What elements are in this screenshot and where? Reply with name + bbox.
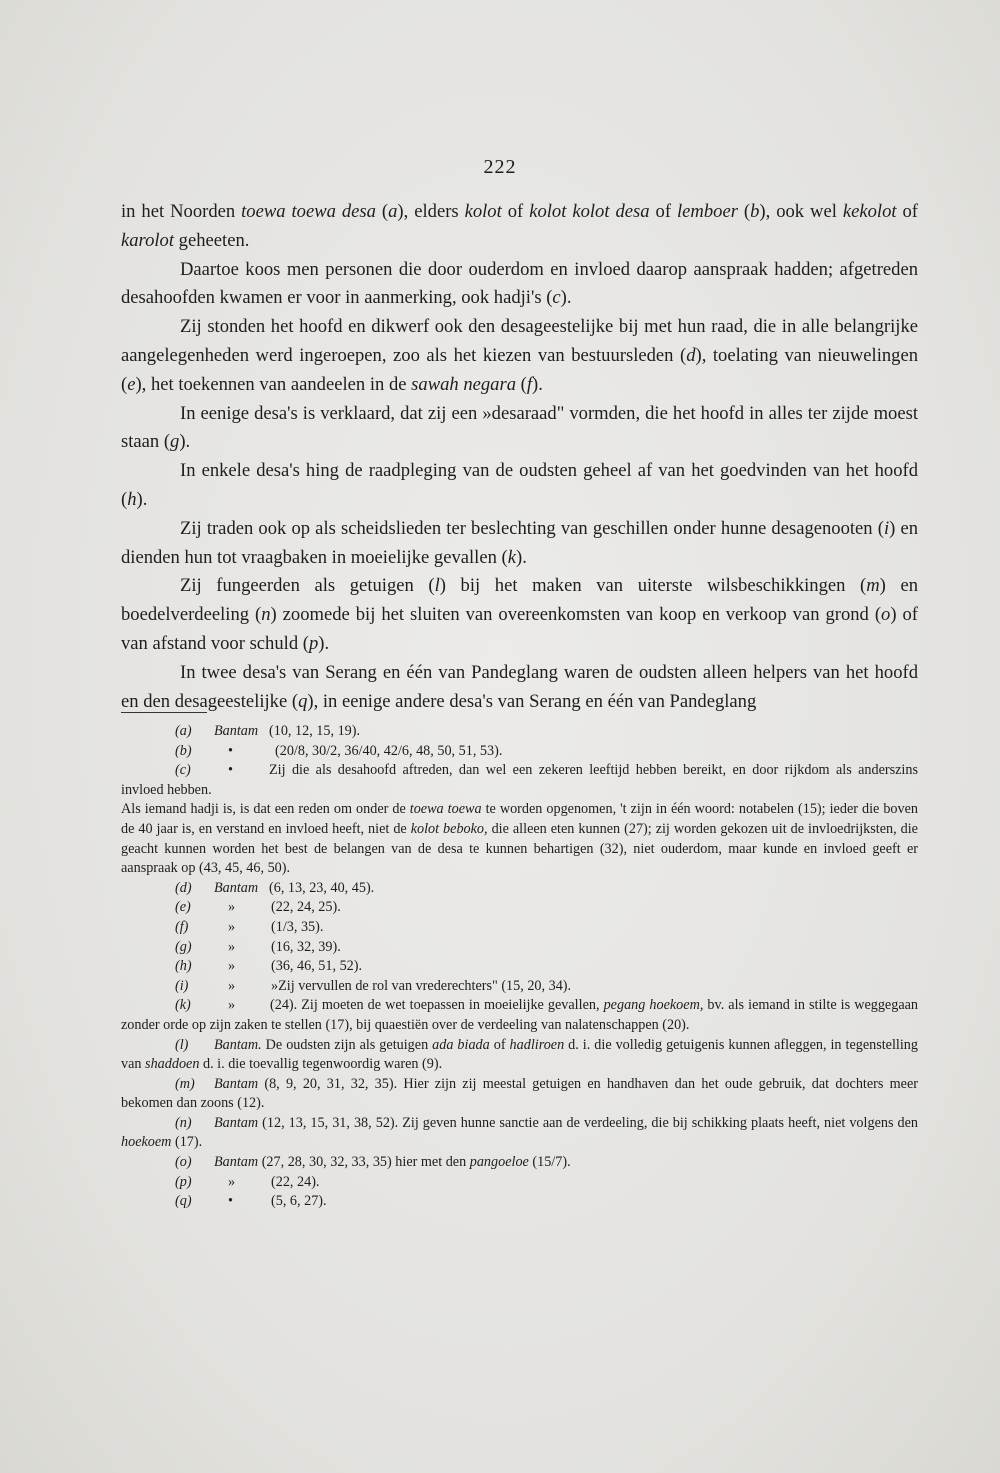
- footnote-source: Bantam.: [214, 1036, 262, 1053]
- footnote-ref: q: [298, 690, 308, 712]
- footnote-source: Bantam: [214, 1154, 259, 1171]
- text-run: ), in eenige andere desa's van Serang en één van Pandeglang: [307, 690, 757, 712]
- ditto-mark: »: [228, 958, 236, 975]
- text-run: ).: [532, 373, 543, 395]
- footnote-label: (l): [175, 1036, 189, 1053]
- footnote-label: (n): [175, 1114, 192, 1131]
- ditto-mark: »: [228, 899, 236, 916]
- footnote-f: [121, 918, 918, 938]
- text-run: ).: [516, 546, 527, 568]
- paragraph-5: [121, 457, 918, 515]
- footnote-d: [121, 879, 918, 899]
- footnote-o: [121, 1153, 918, 1173]
- main-text: [121, 198, 918, 716]
- footnotes: [121, 722, 918, 1212]
- text-run: (: [375, 201, 389, 222]
- text-run: ).: [136, 488, 148, 510]
- footnote-text: (1/3, 35).: [271, 918, 324, 935]
- footnote-label: (c): [175, 762, 191, 779]
- text-run: ) en boedelverdeeling (: [121, 575, 918, 626]
- paragraph-8: [121, 659, 918, 717]
- text-run: d. i. die volledig getuigenis kunnen afleggen, in tegenstelling van: [121, 1036, 918, 1073]
- footnote-label: (k): [175, 997, 191, 1014]
- footnote-label: (b): [175, 742, 192, 759]
- text-run: te worden opgenomen, 't zijn in één woord: notabelen (15); ieder die boven de 40 jaar is, en verstand en invloed heeft, niet de: [121, 801, 918, 837]
- italic-term: hadliroen: [509, 1036, 565, 1053]
- text-run: bv. als iemand in stilte is weggegaan zonder orde op zijn zaken te stellen (17), bij quaestiën over de verdeeling van nalatenschappen (20).: [121, 997, 919, 1033]
- footnote-g: [121, 938, 918, 958]
- footnote-ref: c: [552, 287, 561, 309]
- text-run: in het Noorden: [121, 201, 242, 222]
- ditto-mark: •: [228, 1193, 233, 1210]
- footnote-label: (h): [175, 958, 192, 975]
- footnote-ref: b: [750, 201, 760, 222]
- footnote-k: [121, 996, 918, 1035]
- text-run: of: [649, 201, 677, 222]
- footnote-text: (16, 32, 39).: [271, 938, 341, 955]
- text-run: ) of van afstand voor schuld (: [121, 604, 918, 654]
- footnote-q: [121, 1192, 918, 1212]
- text-run: (17).: [171, 1134, 203, 1151]
- text-run: (: [516, 373, 527, 395]
- footnote-a: [121, 722, 918, 742]
- paragraph-4: [121, 400, 918, 458]
- paragraph-2: [121, 256, 918, 314]
- footnote-text: Zij die als desahoofd aftreden, dan wel een zekeren leeftijd hebben bereikt, en door rijkdom als anderszins invloed hebben.: [121, 762, 918, 798]
- text-run: of: [896, 201, 918, 222]
- italic-term: sawah negara: [411, 373, 517, 395]
- footnote-label: (m): [175, 1075, 195, 1092]
- footnote-ref: k: [507, 546, 516, 568]
- text-run: (: [737, 201, 751, 222]
- footnote-b: [121, 742, 918, 762]
- footnote-n: [121, 1114, 918, 1153]
- text-run: ).: [560, 287, 572, 309]
- footnote-source: Bantam: [214, 1114, 259, 1131]
- italic-term: toewa toewa: [409, 801, 482, 818]
- italic-term: pegang hoekoem,: [603, 997, 704, 1014]
- italic-term: kolot kolot desa: [529, 201, 650, 222]
- text-run: In enkele desa's hing de raadpleging van de oudsten geheel af van het goedvinden van het hoofd (: [121, 460, 918, 510]
- ditto-mark: »: [228, 918, 236, 935]
- footnote-ref: f: [526, 373, 533, 395]
- italic-term: shaddoen: [145, 1056, 200, 1073]
- italic-term: pangoeloe: [469, 1154, 529, 1171]
- footnote-ref: m: [866, 575, 880, 597]
- text-run: die alleen eten kunnen (27); zij worden gekozen uit de invloedrijksten, die geacht kunnen worden het best de belangen van de desa te kunnen behartigen (32), niet ouderdom, maar kunde en invloed geeft er aanspraak op (43, 45, 46, 50).: [121, 820, 918, 877]
- footnote-label: (a): [175, 723, 192, 739]
- footnote-text: (36, 46, 51, 52).: [271, 958, 363, 975]
- ditto-mark: »: [228, 938, 236, 955]
- footnote-label: (o): [175, 1154, 192, 1171]
- text-run: De oudsten zijn als getuigen: [261, 1036, 433, 1053]
- text-run: (27, 28, 30, 32, 33, 35) hier met den: [258, 1154, 470, 1171]
- text-run: geheeten.: [174, 229, 250, 251]
- footnote-ref: p: [308, 632, 319, 654]
- page-number: 222: [483, 156, 517, 178]
- italic-term: hoekoem: [121, 1134, 172, 1151]
- footnote-i: [121, 977, 918, 997]
- footnote-text: (20/8, 30/2, 36/40, 42/6, 48, 50, 51, 53).: [275, 742, 503, 759]
- footnote-label: (p): [175, 1173, 192, 1190]
- text-run: ).: [179, 431, 191, 453]
- footnote-label: (e): [175, 899, 191, 916]
- text-run: Zij stonden het hoofd en dikwerf ook den desageestelijke bij met hun raad, die in alle belangrijke aangelegenheden werd ingeroepen, zoo als het kiezen van bestuursleden (: [121, 316, 918, 366]
- footnote-label: (q): [175, 1193, 192, 1210]
- footnote-ref: g: [170, 431, 180, 453]
- ditto-mark: »: [228, 997, 236, 1014]
- footnote-text: (10, 12, 15, 19).: [269, 723, 361, 739]
- paragraph-1: [121, 198, 918, 256]
- footnote-label: (g): [175, 938, 192, 955]
- italic-term: toewa toewa desa: [241, 201, 376, 222]
- text-run: In eenige desa's is verklaard, dat zij een »desaraad" vormden, die het hoofd in alles ter zijde moest staan (: [121, 402, 918, 453]
- footnote-l: [121, 1036, 918, 1075]
- text-run: (12, 13, 15, 31, 38, 52). Zij geven hunne sanctie aan de verdeeling, die bij schikking plaats heeft, niet volgens den: [258, 1114, 918, 1131]
- italic-term: kolot beboko,: [410, 820, 488, 837]
- footnote-ref: i: [883, 517, 890, 539]
- italic-term: karolot: [121, 229, 175, 251]
- footnote-source: Bantam: [214, 1075, 259, 1092]
- footnote-ref: n: [261, 604, 271, 626]
- text-run: of: [501, 201, 530, 222]
- footnote-ref: a: [388, 201, 398, 222]
- footnote-label: (d): [175, 879, 192, 896]
- paragraph-7: [121, 572, 918, 658]
- footnote-text: »Zij vervullen de rol van vrederechters" (15, 20, 34).: [271, 977, 572, 994]
- text-run: ), elders: [397, 201, 465, 222]
- ditto-mark: »: [228, 1173, 236, 1190]
- footnote-c-continued: [121, 800, 918, 878]
- text-run: ).: [318, 632, 330, 654]
- footnote-divider: [121, 712, 207, 713]
- text-run: (15/7).: [528, 1154, 571, 1171]
- text-run: (24). Zij moeten de wet toepassen in moeielijke gevallen,: [270, 997, 604, 1014]
- italic-term: lemboer: [677, 201, 738, 222]
- text-run: In twee desa's van Serang en één van Pandeglang waren de oudsten alleen helpers van het hoofd en den desageestelijke (: [121, 661, 918, 712]
- footnote-p: [121, 1173, 918, 1193]
- text-run: ) bij het maken van uiterste wilsbeschikkingen (: [439, 575, 867, 597]
- footnote-label: (i): [175, 977, 189, 994]
- footnote-ref: o: [881, 604, 891, 626]
- footnote-h: [121, 957, 918, 977]
- text-run: of: [489, 1036, 510, 1053]
- footnote-ref: h: [127, 488, 137, 510]
- paragraph-3: [121, 313, 918, 399]
- text-run: Daartoe koos men personen die door ouderdom en invloed daarop aanspraak hadden; afgetreden desahoofden kwamen er voor in aanmerking, ook hadji's (: [121, 258, 918, 309]
- text-run: ), toelating van nieuwelingen (: [121, 344, 918, 395]
- text-run: Zij fungeerden als getuigen (: [180, 575, 435, 597]
- footnote-c: [121, 761, 918, 800]
- ditto-mark: •: [228, 762, 233, 779]
- footnote-source: Bantam: [214, 723, 259, 739]
- ditto-mark: »: [228, 977, 236, 994]
- footnote-text: (5, 6, 27).: [271, 1193, 327, 1210]
- footnote-label: (f): [175, 918, 189, 935]
- text-run: ) en dienden hun tot vraagbaken in moeielijke gevallen (: [121, 517, 918, 568]
- italic-term: kolot: [464, 201, 502, 222]
- footnote-ref: d: [686, 344, 696, 366]
- footnote-text: (22, 24, 25).: [271, 899, 341, 916]
- text-run: Als iemand hadji is, is dat een reden om onder de: [121, 801, 410, 818]
- italic-term: ada biada: [432, 1036, 490, 1053]
- text-run: ), ook wel: [759, 201, 843, 222]
- footnote-text: (22, 24).: [271, 1173, 320, 1190]
- text-run: ), het toekennen van aandeelen in de: [135, 373, 412, 395]
- footnote-text: (6, 13, 23, 40, 45).: [269, 879, 375, 896]
- text-run: Zij traden ook op als scheidslieden ter beslechting van geschillen onder hunne desagenooten (: [180, 517, 884, 539]
- footnote-source: Bantam: [214, 879, 259, 896]
- footnote-e: [121, 898, 918, 918]
- paragraph-6: [121, 515, 918, 573]
- text-run: ) zoomede bij het sluiten van overeenkomsten van koop en verkoop van grond (: [270, 604, 882, 626]
- ditto-mark: •: [228, 742, 233, 759]
- footnote-ref: e: [127, 373, 136, 395]
- text-run: (8, 9, 20, 31, 32, 35). Hier zijn zij meestal getuigen en handhaven dan het oude gebruik, dat dochters meer bekomen dan zoons (12).: [121, 1075, 918, 1112]
- footnote-ref: l: [434, 575, 440, 597]
- text-run: d. i. die toevallig tegenwoordig waren (9).: [199, 1056, 443, 1073]
- italic-term: kekolot: [842, 201, 897, 222]
- footnote-m: [121, 1075, 918, 1114]
